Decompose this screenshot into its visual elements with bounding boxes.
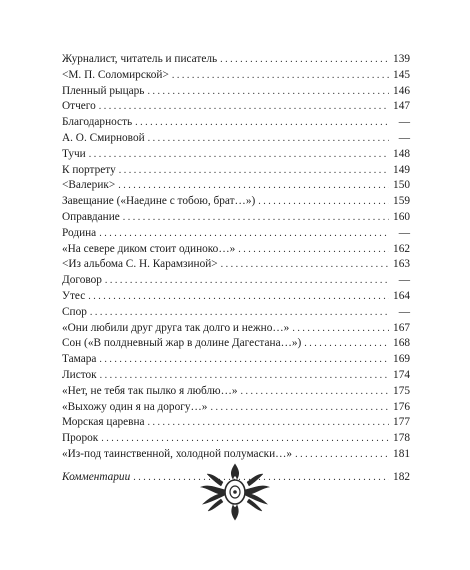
toc-entry-page: — (398, 131, 410, 144)
toc-leader-dots (88, 289, 389, 305)
toc-entry-page: 164 (393, 289, 410, 302)
toc-entry (62, 273, 410, 289)
toc-entry (62, 352, 410, 368)
toc-entry-title: Листок (62, 368, 97, 381)
toc-entry-page: 145 (393, 68, 410, 81)
toc-entry-title: «Выхожу один я на дорогу…» (62, 400, 208, 413)
toc-leader-dots (101, 431, 389, 447)
toc-entry-title: «Они любили друг друга так долго и нежно…» (62, 321, 290, 334)
toc-entry-title: <Валерик> (62, 179, 116, 192)
toc-entry-title: Сон («В полдневный жар в долине Дагестана…») (62, 337, 302, 350)
toc-entry (62, 194, 410, 210)
toc-entry-title: Договор (62, 274, 102, 287)
toc-entry (62, 131, 410, 147)
toc-entry (62, 384, 410, 400)
toc-leader-dots (241, 384, 389, 400)
toc-entry-page: 176 (393, 400, 410, 413)
toc-entry-title: Пророк (62, 432, 99, 445)
toc-entry-page: — (398, 274, 410, 287)
toc-entry-page: — (398, 116, 410, 129)
toc-entry-title: К портрету (62, 163, 116, 176)
toc-entry (62, 147, 410, 163)
toc-entry-title: «Из-под таинственной, холодной полумаски…» (62, 447, 293, 460)
toc-entry-title: «Нет, не тебя так пылко я люблю…» (62, 384, 238, 397)
toc-leader-dots (220, 52, 389, 68)
toc-leader-dots (295, 447, 389, 463)
toc-entry (62, 178, 410, 194)
toc-entry (62, 257, 410, 273)
toc-entry-title: Комментарии (62, 470, 131, 483)
toc-leader-dots (148, 415, 389, 431)
toc-entry (62, 226, 410, 242)
toc-entry-page: 162 (393, 242, 410, 255)
toc-entry-title: А. О. Смирновой (62, 131, 145, 144)
toc-entry-page: 168 (393, 337, 410, 350)
toc-entry-page: 177 (393, 416, 410, 429)
toc-entry-page: 178 (393, 432, 410, 445)
toc-entry (62, 99, 410, 115)
toc-entry-title: Отчего (62, 100, 96, 113)
toc-entry-page: 150 (393, 179, 410, 192)
toc-entry-title: Спор (62, 305, 87, 318)
toc-entry (62, 115, 410, 131)
toc-entry-page: 149 (393, 163, 410, 176)
toc-entry (62, 321, 410, 337)
toc-entry-title: Утес (62, 289, 86, 302)
toc-leader-dots (304, 336, 389, 352)
toc-entry (62, 400, 410, 416)
toc-entry-title: «На севере диком стоит одиноко…» (62, 242, 236, 255)
floral-ornament-icon (195, 460, 275, 524)
toc-leader-dots (123, 210, 389, 226)
toc-entry-title: Пленный рыцарь (62, 84, 145, 97)
toc-entry (62, 289, 410, 305)
toc-entry (62, 305, 410, 321)
toc-leader-dots (105, 273, 389, 289)
toc-leader-dots (258, 194, 389, 210)
toc-entry-page: 139 (393, 53, 410, 65)
toc-entry-page: 175 (393, 384, 410, 397)
toc-leader-dots (118, 178, 389, 194)
toc-leader-dots (292, 321, 389, 337)
table-of-contents (62, 52, 410, 486)
toc-entry-title: Оправдание (62, 210, 120, 223)
toc-entry-page: — (398, 226, 410, 239)
toc-entry-title: Завещание («Наедине с тобою, брат…») (62, 195, 256, 208)
toc-entry (62, 431, 410, 447)
toc-entry (62, 52, 410, 68)
toc-leader-dots (238, 242, 389, 258)
toc-leader-dots (147, 84, 389, 100)
toc-entry-title: Тучи (62, 147, 86, 160)
toc-leader-dots (100, 368, 389, 384)
toc-entry-page: 174 (393, 368, 410, 381)
toc-entry-title: Морская царевна (62, 416, 145, 429)
toc-entry (62, 210, 410, 226)
toc-entry (62, 336, 410, 352)
toc-entry-page: 159 (393, 195, 410, 208)
toc-leader-dots (90, 305, 389, 321)
toc-leader-dots (221, 257, 389, 273)
toc-entry (62, 163, 410, 179)
toc-entry-page: — (398, 305, 410, 318)
toc-leader-dots (210, 400, 389, 416)
toc-entry-page: 169 (393, 353, 410, 366)
toc-entry-page: 181 (393, 447, 410, 460)
toc-entry-title: Тамара (62, 353, 97, 366)
toc-entry-page: 147 (393, 100, 410, 113)
toc-entry-title: Журналист, читатель и писатель (62, 53, 218, 65)
toc-entry (62, 415, 410, 431)
toc-entry-page: 167 (393, 321, 410, 334)
toc-entry-page: 182 (393, 470, 410, 483)
toc-leader-dots (135, 115, 389, 131)
toc-entry (62, 242, 410, 258)
toc-leader-dots (119, 163, 389, 179)
toc-entry-title: <М. П. Соломирской> (62, 68, 169, 81)
toc-entry-title: <Из альбома С. Н. Карамзиной> (62, 258, 218, 271)
toc-leader-dots (148, 131, 389, 147)
toc-entry-page: 148 (393, 147, 410, 160)
toc-entry (62, 368, 410, 384)
toc-entry-title: Родина (62, 226, 97, 239)
toc-entry (62, 68, 410, 84)
toc-leader-dots (99, 352, 389, 368)
toc-leader-dots (99, 226, 389, 242)
toc-leader-dots (89, 147, 389, 163)
toc-leader-dots (172, 68, 389, 84)
toc-entry-page: 163 (393, 258, 410, 271)
toc-entry (62, 84, 410, 100)
toc-leader-dots (99, 99, 389, 115)
toc-entry-title: Благодарность (62, 116, 133, 129)
toc-entry-page: 146 (393, 84, 410, 97)
toc-entry-page: 160 (393, 210, 410, 223)
